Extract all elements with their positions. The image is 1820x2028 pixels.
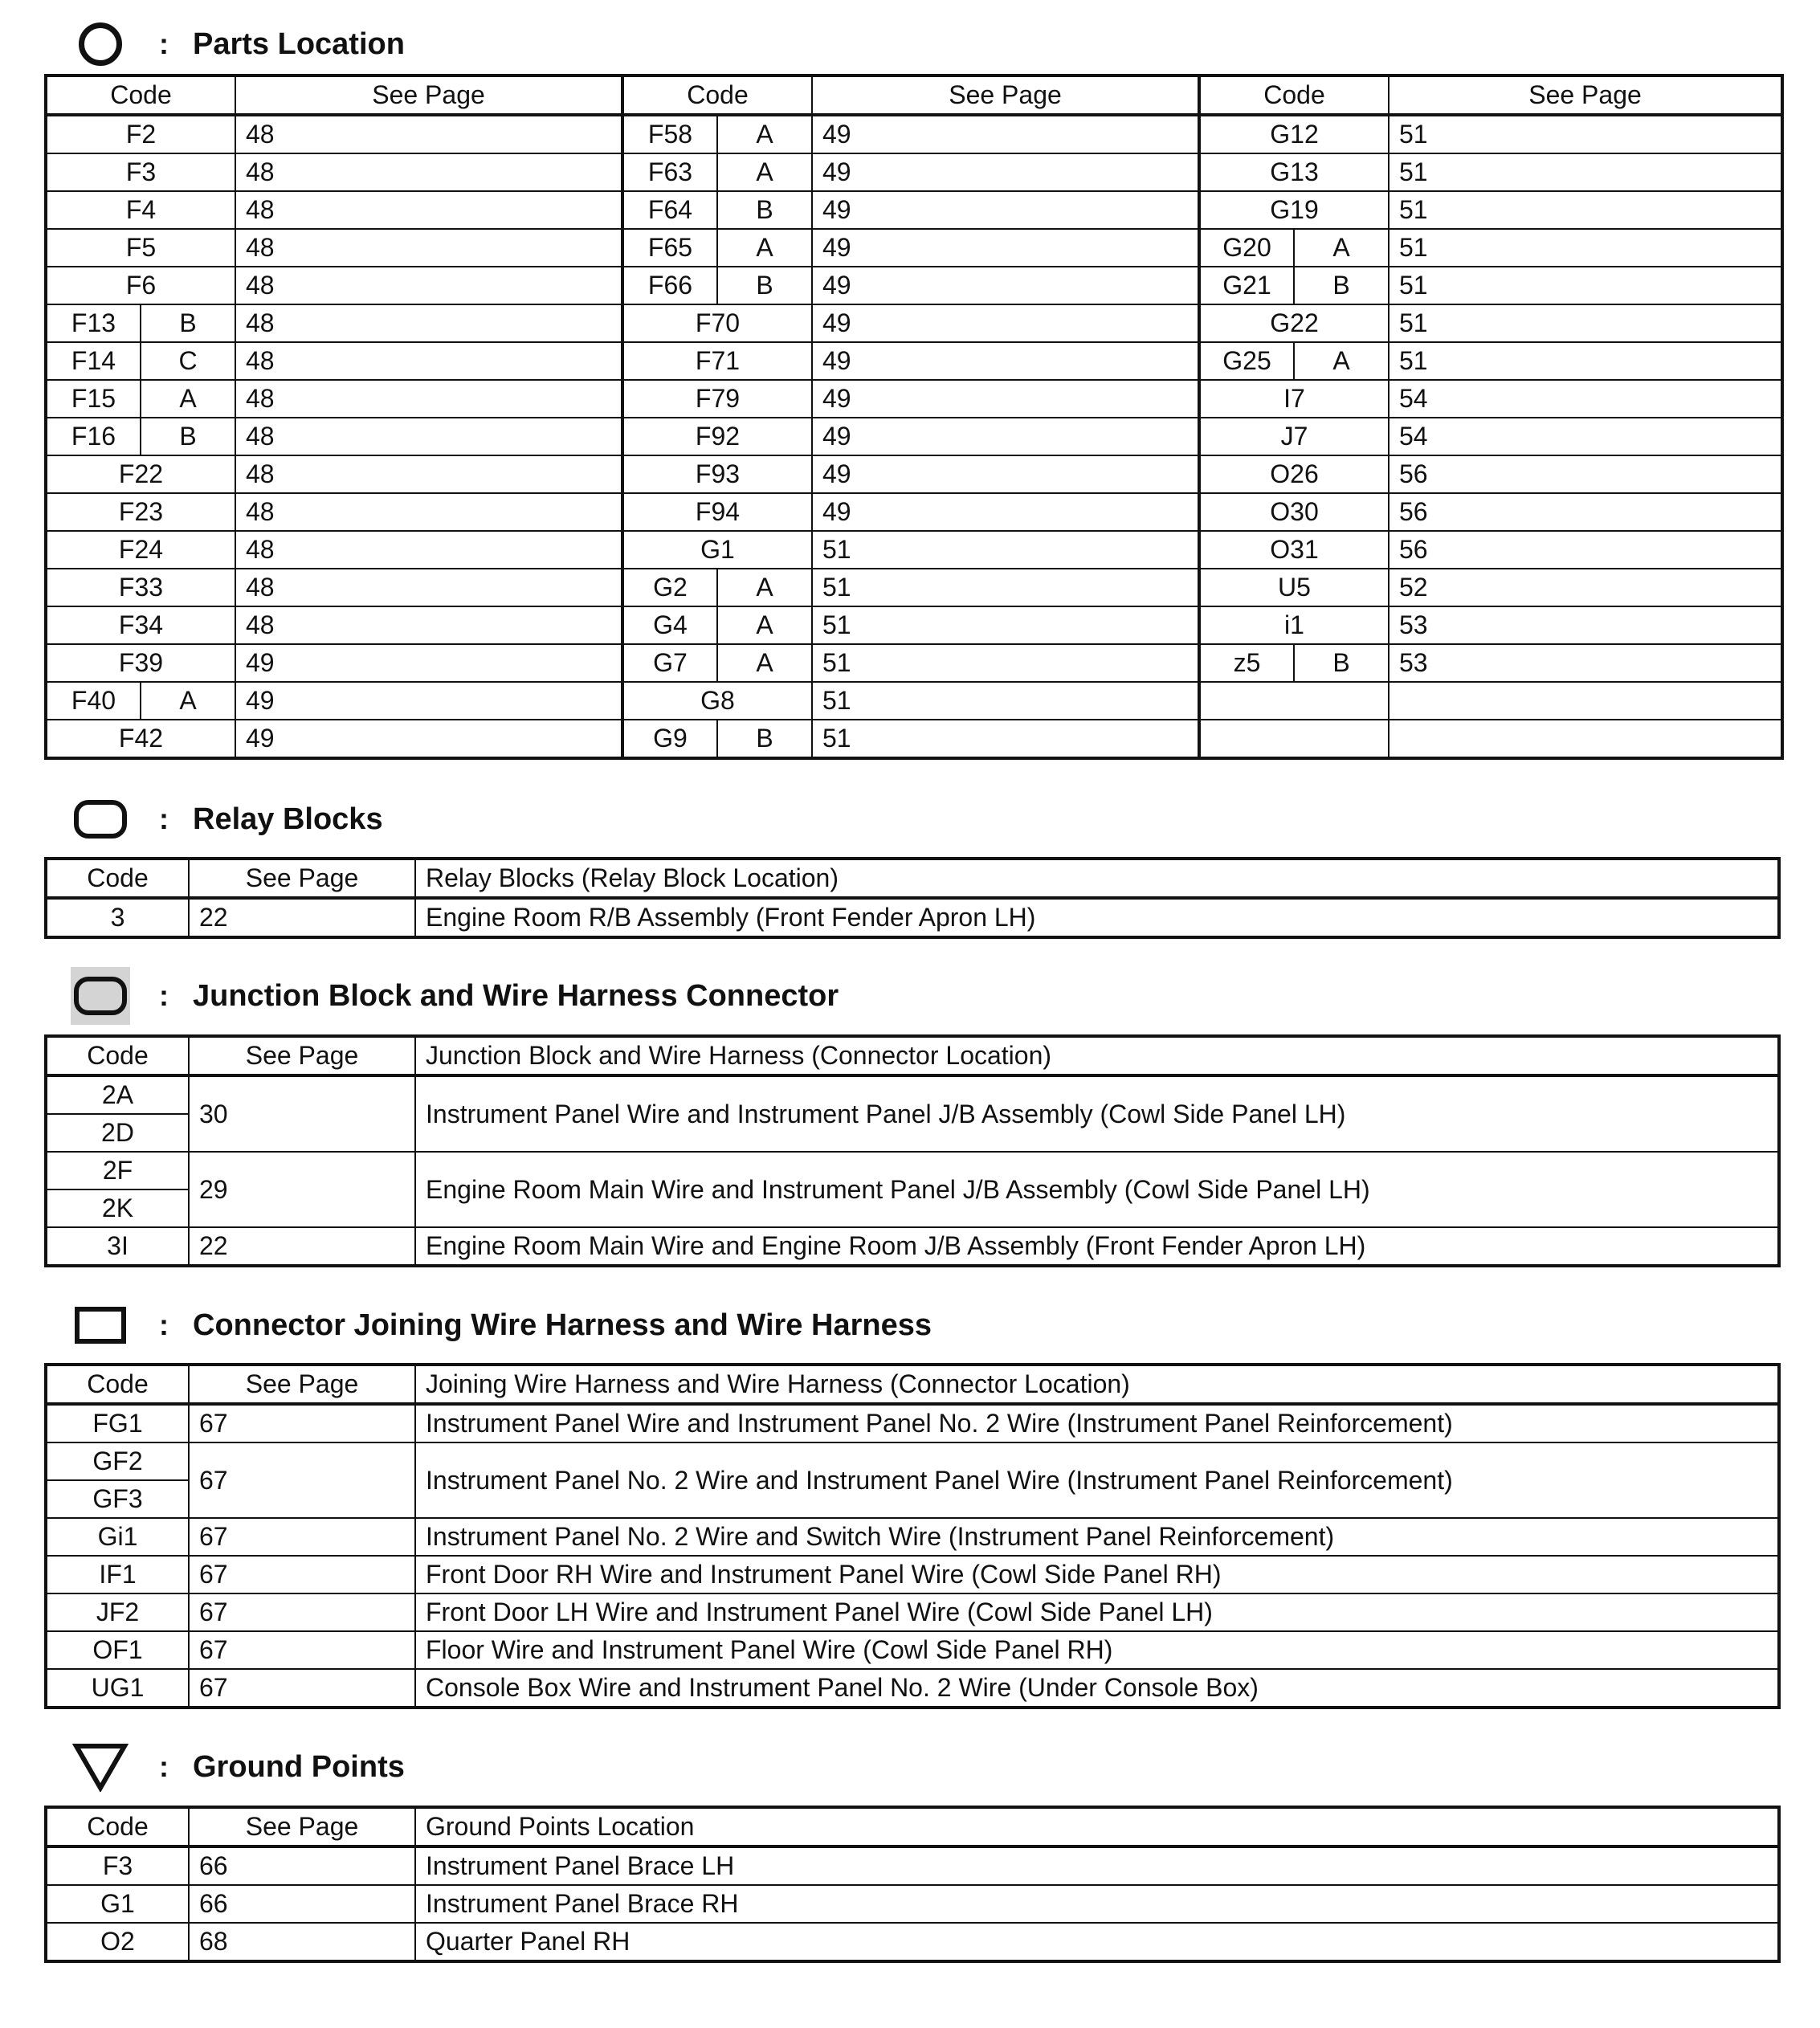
table-header-row <box>46 75 1782 115</box>
see-page-value: 53 <box>1389 644 1782 682</box>
table-row <box>46 153 1782 191</box>
connector-letter: A <box>717 606 812 644</box>
table-row <box>46 1631 1779 1669</box>
code-cell: 2A <box>46 1075 189 1114</box>
ground-points-table <box>44 1806 1781 1963</box>
code-cell: GF2 <box>46 1442 189 1480</box>
see-page-value: 49 <box>812 153 1199 191</box>
part-code: F13 <box>46 304 141 342</box>
connector-letter: B <box>717 191 812 229</box>
see-page-cell: 66 <box>189 1885 415 1923</box>
description-cell: Instrument Panel Wire and Instrument Panel J/B Assembly (Cowl Side Panel LH) <box>415 1075 1779 1152</box>
table-row <box>46 1556 1779 1593</box>
code-cell: 2K <box>46 1189 189 1227</box>
part-code: F94 <box>622 493 812 531</box>
connector-letter: B <box>717 720 812 758</box>
see-page-value: 51 <box>1389 342 1782 380</box>
see-page-value: 48 <box>235 569 622 606</box>
part-code: F63 <box>622 153 717 191</box>
see-page-cell: 22 <box>189 898 415 937</box>
see-page-value: 49 <box>812 304 1199 342</box>
table-row <box>46 1404 1779 1442</box>
table-row <box>46 531 1782 569</box>
part-code: F3 <box>46 153 235 191</box>
part-code: i1 <box>1199 606 1389 644</box>
ground-points-header: : Ground Points <box>71 1743 405 1791</box>
see-page-cell: 68 <box>189 1923 415 1961</box>
part-code: O30 <box>1199 493 1389 531</box>
table-row <box>46 1885 1779 1923</box>
part-code: F16 <box>46 418 141 455</box>
junction-block-table <box>44 1034 1781 1267</box>
description-cell: Instrument Panel Wire and Instrument Panel No. 2 Wire (Instrument Panel Reinforcement) <box>415 1404 1779 1442</box>
code-cell: F3 <box>46 1846 189 1885</box>
see-page-value: 51 <box>812 644 1199 682</box>
connector-letter: B <box>1294 267 1389 304</box>
code-cell: GF3 <box>46 1480 189 1518</box>
code-header: Code <box>622 75 812 115</box>
see-page-value: 56 <box>1389 455 1782 493</box>
description-cell: Engine Room Main Wire and Instrument Panel J/B Assembly (Cowl Side Panel LH) <box>415 1152 1779 1227</box>
connector-letter: B <box>717 267 812 304</box>
table-row <box>46 493 1782 531</box>
see-page-value: 49 <box>812 418 1199 455</box>
see-page-value: 48 <box>235 418 622 455</box>
part-code: F64 <box>622 191 717 229</box>
see-page-value: 56 <box>1389 531 1782 569</box>
see-page-value: 51 <box>812 569 1199 606</box>
see-page-value: 51 <box>812 531 1199 569</box>
part-code: F66 <box>622 267 717 304</box>
table-row <box>46 1442 1779 1480</box>
see-page-value: 51 <box>1389 191 1782 229</box>
see-page-value: 51 <box>1389 267 1782 304</box>
see-page-value: 49 <box>235 644 622 682</box>
table-row <box>46 229 1782 267</box>
parts-location-title: Parts Location <box>193 27 405 61</box>
table-row <box>46 682 1782 720</box>
table-row <box>46 1669 1779 1708</box>
code-cell: UG1 <box>46 1669 189 1708</box>
part-code: z5 <box>1199 644 1294 682</box>
see-page-value: 48 <box>235 606 622 644</box>
junction-block-title: Junction Block and Wire Harness Connector <box>193 978 839 1013</box>
see-page-cell: 22 <box>189 1227 415 1266</box>
code-cell: OF1 <box>46 1631 189 1669</box>
see-page-value: 51 <box>812 720 1199 758</box>
part-code: F70 <box>622 304 812 342</box>
table-header-row: Code See Page Relay Blocks (Relay Block Location) <box>46 859 1779 898</box>
circle-icon <box>71 20 130 68</box>
code-cell: 3 <box>46 898 189 937</box>
see-page-value: 49 <box>812 455 1199 493</box>
description-cell: Front Door LH Wire and Instrument Panel Wire (Cowl Side Panel LH) <box>415 1593 1779 1631</box>
part-code: G25 <box>1199 342 1294 380</box>
table-row <box>46 1152 1779 1189</box>
description-cell: Floor Wire and Instrument Panel Wire (Cowl Side Panel RH) <box>415 1631 1779 1669</box>
table-row <box>46 1227 1779 1266</box>
connector-letter: A <box>141 682 235 720</box>
part-code: G13 <box>1199 153 1389 191</box>
part-code: F79 <box>622 380 812 418</box>
see-page-value: 51 <box>1389 153 1782 191</box>
code-cell: 2F <box>46 1152 189 1189</box>
code-cell: 2D <box>46 1114 189 1152</box>
see-page-value: 51 <box>1389 229 1782 267</box>
code-cell: 3I <box>46 1227 189 1266</box>
see-page-value: 48 <box>235 380 622 418</box>
see-page-value: 53 <box>1389 606 1782 644</box>
see-page-value: 48 <box>235 531 622 569</box>
part-code: O26 <box>1199 455 1389 493</box>
table-row <box>46 1075 1779 1114</box>
see-page-cell: 29 <box>189 1152 415 1227</box>
relay-blocks-table <box>44 857 1781 939</box>
see-page-value: 49 <box>812 229 1199 267</box>
see-page-value <box>1389 720 1782 758</box>
see-page-value: 51 <box>1389 115 1782 153</box>
part-code: F6 <box>46 267 235 304</box>
part-code: G9 <box>622 720 717 758</box>
part-code: G2 <box>622 569 717 606</box>
part-code: F42 <box>46 720 235 758</box>
connector-letter: A <box>717 153 812 191</box>
see-page-header: See Page <box>235 75 622 115</box>
table-header-row: Code See Page Junction Block and Wire Harness (Connector Location) <box>46 1036 1779 1075</box>
table-row <box>46 191 1782 229</box>
see-page-cell: 66 <box>189 1846 415 1885</box>
see-page-cell: 67 <box>189 1631 415 1669</box>
part-code: F33 <box>46 569 235 606</box>
rounded-rect-icon <box>71 795 130 843</box>
part-code: F34 <box>46 606 235 644</box>
description-cell: Instrument Panel No. 2 Wire and Switch Wire (Instrument Panel Reinforcement) <box>415 1518 1779 1556</box>
see-page-cell: 30 <box>189 1075 415 1152</box>
square-icon <box>71 1301 130 1349</box>
part-code: F65 <box>622 229 717 267</box>
code-header: Code <box>46 75 235 115</box>
part-code: F23 <box>46 493 235 531</box>
description-cell: Instrument Panel Brace LH <box>415 1846 1779 1885</box>
table-row <box>46 1846 1779 1885</box>
part-code: G12 <box>1199 115 1389 153</box>
code-cell: FG1 <box>46 1404 189 1442</box>
part-code: F40 <box>46 682 141 720</box>
part-code: F14 <box>46 342 141 380</box>
code-cell: IF1 <box>46 1556 189 1593</box>
see-page-value: 49 <box>812 267 1199 304</box>
see-page-value: 48 <box>235 229 622 267</box>
triangle-down-icon <box>71 1743 130 1791</box>
see-page-value: 49 <box>235 720 622 758</box>
see-page-value: 49 <box>235 682 622 720</box>
part-code: F24 <box>46 531 235 569</box>
part-code: F5 <box>46 229 235 267</box>
connector-joining-table <box>44 1363 1781 1709</box>
description-cell: Quarter Panel RH <box>415 1923 1779 1961</box>
part-code <box>1199 720 1389 758</box>
see-page-value: 48 <box>235 304 622 342</box>
part-code: F39 <box>46 644 235 682</box>
see-page-cell: 67 <box>189 1442 415 1518</box>
table-header-row: Code See Page Ground Points Location <box>46 1807 1779 1846</box>
part-code: F22 <box>46 455 235 493</box>
see-page-value: 51 <box>812 682 1199 720</box>
code-header: Code <box>1199 75 1389 115</box>
connector-joining-header: : Connector Joining Wire Harness and Wire Harness <box>71 1301 932 1349</box>
connector-letter: B <box>1294 644 1389 682</box>
see-page-value: 48 <box>235 267 622 304</box>
part-code: G7 <box>622 644 717 682</box>
table-row <box>46 569 1782 606</box>
see-page-cell: 67 <box>189 1593 415 1631</box>
code-cell: G1 <box>46 1885 189 1923</box>
see-page-value: 48 <box>235 342 622 380</box>
part-code <box>1199 682 1389 720</box>
part-code: J7 <box>1199 418 1389 455</box>
part-code: I7 <box>1199 380 1389 418</box>
parts-location-header: : Parts Location <box>71 20 405 68</box>
description-cell: Engine Room Main Wire and Engine Room J/B Assembly (Front Fender Apron LH) <box>415 1227 1779 1266</box>
part-code: G22 <box>1199 304 1389 342</box>
see-page-header: See Page <box>812 75 1199 115</box>
table-row <box>46 380 1782 418</box>
see-page-value: 51 <box>1389 304 1782 342</box>
description-cell: Front Door RH Wire and Instrument Panel Wire (Cowl Side Panel RH) <box>415 1556 1779 1593</box>
table-row <box>46 455 1782 493</box>
part-code: F4 <box>46 191 235 229</box>
part-code: O31 <box>1199 531 1389 569</box>
table-row <box>46 304 1782 342</box>
part-code: F93 <box>622 455 812 493</box>
see-page-cell: 67 <box>189 1556 415 1593</box>
part-code: F71 <box>622 342 812 380</box>
part-code: F92 <box>622 418 812 455</box>
relay-blocks-title: Relay Blocks <box>193 802 383 836</box>
table-row <box>46 644 1782 682</box>
see-page-value <box>1389 682 1782 720</box>
connector-letter: C <box>141 342 235 380</box>
part-code: G1 <box>622 531 812 569</box>
part-code: G8 <box>622 682 812 720</box>
see-page-value: 49 <box>812 342 1199 380</box>
connector-letter: A <box>717 229 812 267</box>
table-row <box>46 720 1782 758</box>
part-code: F2 <box>46 115 235 153</box>
see-page-value: 54 <box>1389 418 1782 455</box>
see-page-value: 48 <box>235 115 622 153</box>
connector-letter: A <box>1294 229 1389 267</box>
see-page-value: 48 <box>235 493 622 531</box>
connector-letter: B <box>141 418 235 455</box>
connector-letter: A <box>717 115 812 153</box>
relay-blocks-header: : Relay Blocks <box>71 795 383 843</box>
description-cell: Engine Room R/B Assembly (Front Fender Apron LH) <box>415 898 1779 937</box>
see-page-cell: 67 <box>189 1404 415 1442</box>
ground-points-title: Ground Points <box>193 1749 405 1784</box>
table-row <box>46 1518 1779 1556</box>
see-page-value: 48 <box>235 455 622 493</box>
table-row <box>46 418 1782 455</box>
table-row <box>46 898 1779 937</box>
see-page-value: 52 <box>1389 569 1782 606</box>
shaded-rounded-rect-icon <box>71 972 130 1020</box>
see-page-value: 49 <box>812 191 1199 229</box>
see-page-value: 51 <box>812 606 1199 644</box>
part-code: F58 <box>622 115 717 153</box>
see-page-value: 48 <box>235 153 622 191</box>
table-row <box>46 342 1782 380</box>
table-row <box>46 115 1782 153</box>
table-row <box>46 1923 1779 1961</box>
table-row <box>46 1593 1779 1631</box>
part-code: U5 <box>1199 569 1389 606</box>
code-cell: JF2 <box>46 1593 189 1631</box>
table-header-row: Code See Page Joining Wire Harness and Wire Harness (Connector Location) <box>46 1365 1779 1404</box>
table-row <box>46 267 1782 304</box>
see-page-header: See Page <box>1389 75 1782 115</box>
see-page-cell: 67 <box>189 1518 415 1556</box>
table-row <box>46 606 1782 644</box>
see-page-value: 49 <box>812 493 1199 531</box>
description-cell: Instrument Panel Brace RH <box>415 1885 1779 1923</box>
part-code: G21 <box>1199 267 1294 304</box>
connector-letter: A <box>717 569 812 606</box>
see-page-value: 49 <box>812 380 1199 418</box>
connector-letter: A <box>1294 342 1389 380</box>
part-code: G19 <box>1199 191 1389 229</box>
junction-block-header: : Junction Block and Wire Harness Connector <box>71 972 839 1020</box>
connector-letter: A <box>717 644 812 682</box>
part-code: F15 <box>46 380 141 418</box>
description-cell: Instrument Panel No. 2 Wire and Instrument Panel Wire (Instrument Panel Reinforcement) <box>415 1442 1779 1518</box>
code-cell: Gi1 <box>46 1518 189 1556</box>
connector-letter: A <box>141 380 235 418</box>
description-cell: Console Box Wire and Instrument Panel No. 2 Wire (Under Console Box) <box>415 1669 1779 1708</box>
see-page-cell: 67 <box>189 1669 415 1708</box>
part-code: G20 <box>1199 229 1294 267</box>
connector-joining-title: Connector Joining Wire Harness and Wire Harness <box>193 1308 932 1342</box>
parts-location-table <box>44 74 1784 760</box>
see-page-value: 48 <box>235 191 622 229</box>
connector-letter: B <box>141 304 235 342</box>
see-page-value: 49 <box>812 115 1199 153</box>
see-page-value: 54 <box>1389 380 1782 418</box>
part-code: G4 <box>622 606 717 644</box>
code-cell: O2 <box>46 1923 189 1961</box>
see-page-value: 56 <box>1389 493 1782 531</box>
